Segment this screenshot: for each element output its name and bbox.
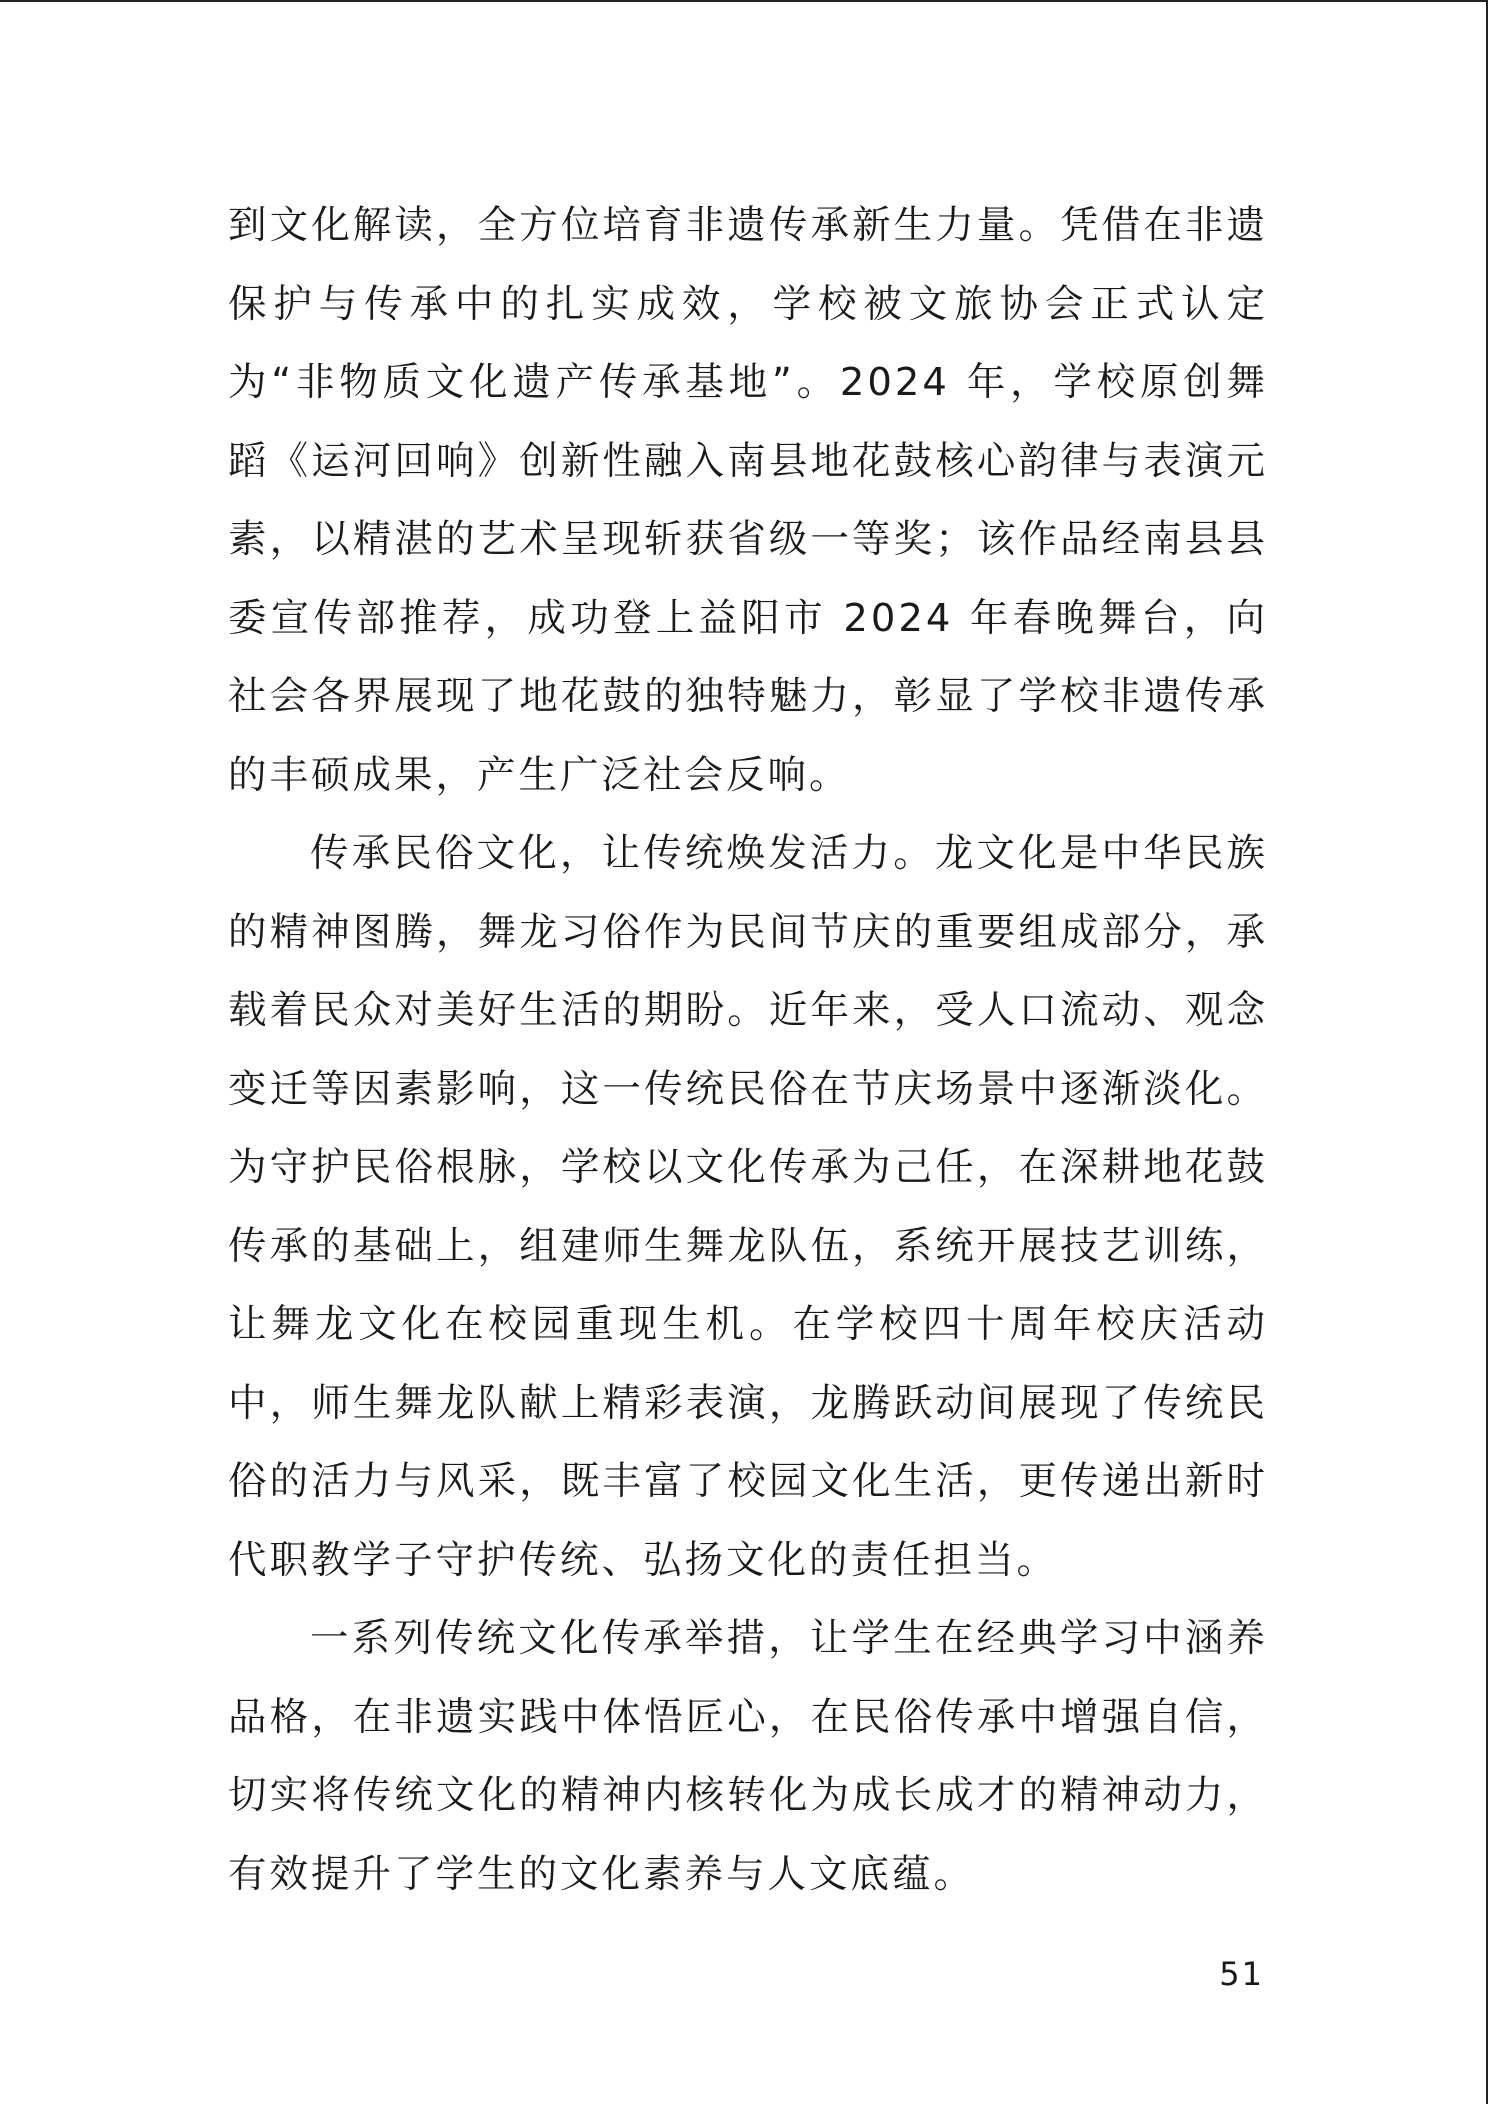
page-number: 51 [1219, 1955, 1264, 1993]
paragraph-continued: 到文化解读，全方位培育非遗传承新生力量。凭借在非遗保护与传承中的扎实成效，学校被文旅协会正式认定为“非物质文化遗产传承基地”。2024 年，学校原创舞蹈《运河回响》创新性融入南县地花鼓核心韵律与表演元素，以精湛的艺术呈现斩获省级一等奖；该作品经南县县委宣传部推荐，成功登上益阳市 2024 年春晚舞台，向社会各界展现了地花鼓的独特魅力，彰显了学校非遗传承的丰硕成果，产生广泛社会反响。 [228, 203, 1268, 798]
paragraph-summary: 一系列传统文化传承举措，让学生在经典学习中涵养品格，在非遗实践中体悟匠心，在民俗传承中增强自信，切实将传统文化的精神内核转化为成长成才的精神动力，有效提升了学生的文化素养与人文底蕴。 [228, 1616, 1268, 1897]
body-text [228, 187, 1268, 1914]
paragraph-folk-culture: 传承民俗文化，让传统焕发活力。龙文化是中华民族的精神图腾，舞龙习俗作为民间节庆的重要组成部分，承载着民众对美好生活的期盼。近年来，受人口流动、观念变迁等因素影响，这一传统民俗在节庆场景中逐渐淡化。为守护民俗根脉，学校以文化传承为己任，在深耕地花鼓传承的基础上，组建师生舞龙队伍，系统开展技艺训练，让舞龙文化在校园重现生机。在学校四十周年校庆活动中，师生舞龙队献上精彩表演，龙腾跃动间展现了传统民俗的活力与风采，既丰富了校园文化生活，更传递出新时代职教学子守护传统、弘扬文化的责任担当。 [228, 831, 1268, 1583]
